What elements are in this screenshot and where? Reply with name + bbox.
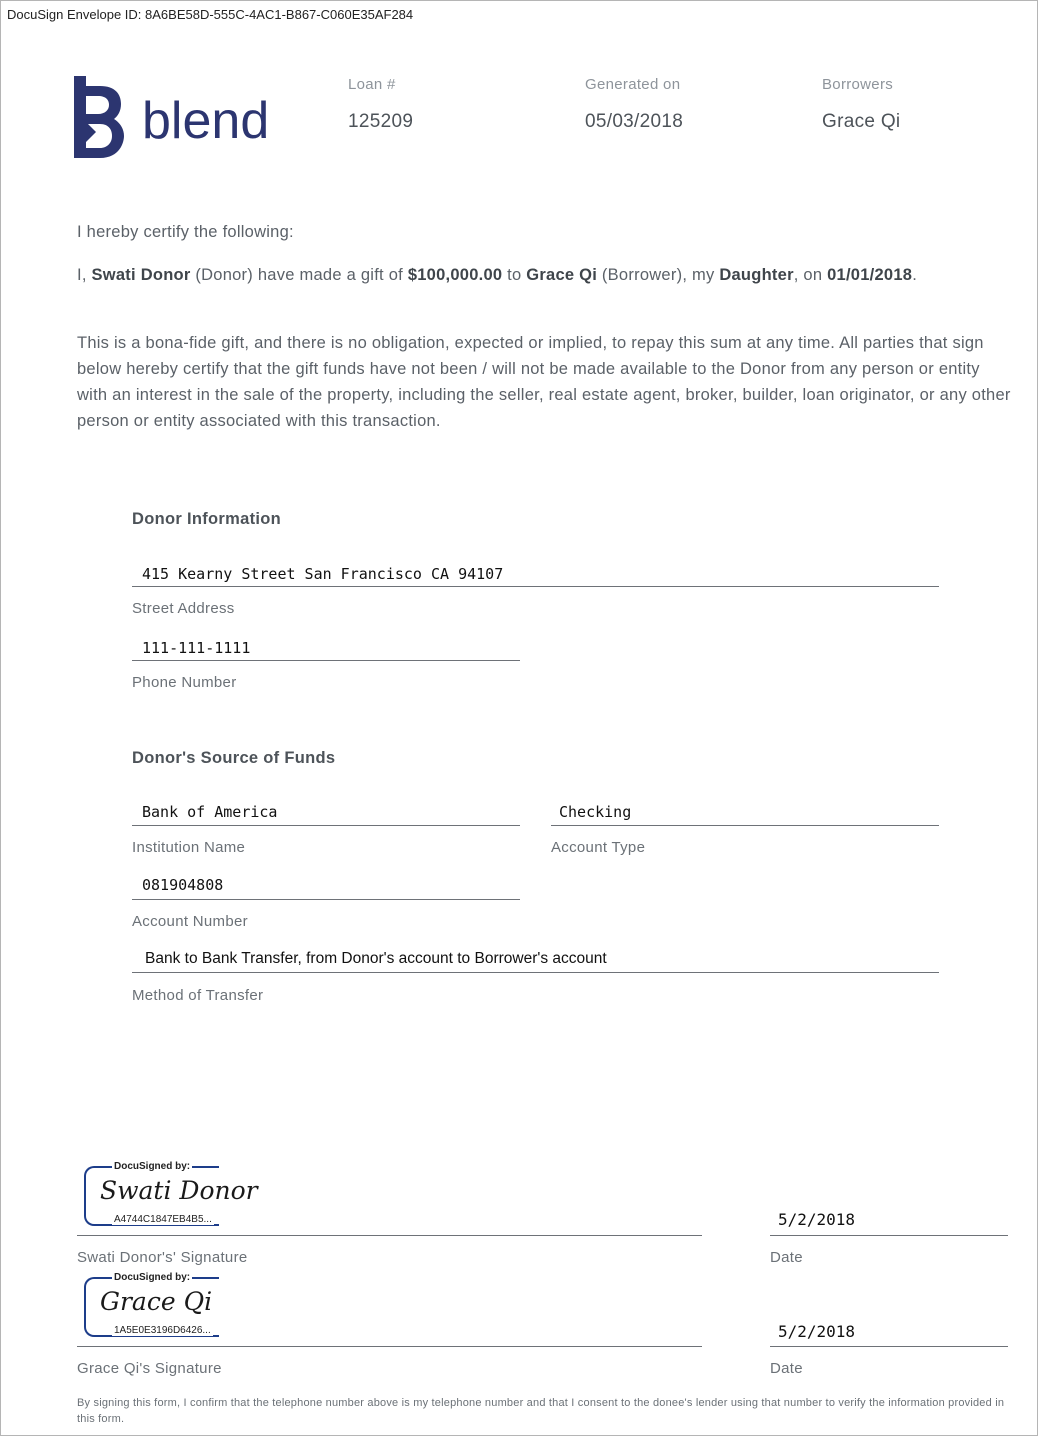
institution-name-label: Institution Name — [132, 839, 246, 856]
borrower-name: Grace Qi — [526, 266, 598, 284]
phone-number-line — [132, 660, 520, 661]
docusigned-by-label: DocuSigned by: — [114, 1272, 191, 1283]
donor-name: Swati Donor — [91, 266, 191, 284]
donor-signature-label: Swati Donor's' Signature — [77, 1249, 248, 1266]
account-number-label: Account Number — [132, 913, 248, 930]
borrower-signature-line — [77, 1346, 702, 1347]
account-number-value[interactable]: 081904808 — [142, 876, 224, 894]
blend-mark-icon — [74, 76, 124, 158]
method-of-transfer-line — [132, 972, 939, 973]
blend-logo — [72, 72, 282, 162]
borrower-signature-date[interactable]: 5/2/2018 — [778, 1322, 856, 1341]
borrower-date-label: Date — [770, 1360, 803, 1377]
source-of-funds-title: Donor's Source of Funds — [132, 749, 336, 767]
borrower-signature-label: Grace Qi's Signature — [77, 1360, 222, 1377]
bona-fide-statement: This is a bona-fide gift, and there is no obligation, expected or implied, to repay this sum at any time. All parties that sign below hereby certify that the gift funds have not been / will not be made available to the Donor from any person or entity with an interest in the sale of the property, including the seller, real estate agent, broker, builder, loan originator, or any other person or entity associated with this transaction. — [77, 334, 1011, 430]
donor-information-title: Donor Information — [132, 510, 281, 528]
phone-number-label: Phone Number — [132, 674, 237, 691]
blend-wordmark: blend — [142, 92, 270, 150]
method-of-transfer-value[interactable]: Bank to Bank Transfer, from Donor's account to Borrower's account — [145, 950, 607, 967]
method-of-transfer-label: Method of Transfer — [132, 987, 264, 1004]
loan-number-label: Loan # — [348, 76, 396, 93]
street-address-value[interactable]: 415 Kearny Street San Francisco CA 94107 — [142, 565, 504, 583]
consent-footer: By signing this form, I confirm that the telephone number above is my telephone number and that I consent to the donee's lender using that number to verify the information provided in this form. — [77, 1397, 1005, 1425]
donor-signature-line — [77, 1235, 702, 1236]
loan-number-value: 125209 — [348, 111, 414, 132]
gift-statement: I, Swati Donor (Donor) have made a gift of $100,000.00 to Grace Qi (Borrower), my Daughter, on 01/01/2018. — [77, 266, 918, 284]
certify-intro: I hereby certify the following: — [77, 223, 294, 241]
generated-on-label: Generated on — [585, 76, 681, 93]
donor-date-line — [770, 1235, 1008, 1236]
donor-signature-date[interactable]: 5/2/2018 — [778, 1210, 856, 1229]
institution-name-value[interactable]: Bank of America — [142, 803, 278, 821]
relationship: Daughter — [719, 266, 794, 284]
borrowers-value: Grace Qi — [822, 111, 901, 132]
street-address-label: Street Address — [132, 600, 235, 617]
account-type-label: Account Type — [551, 839, 646, 856]
institution-name-line — [132, 825, 520, 826]
borrower-signature[interactable]: Grace Qi — [100, 1287, 213, 1316]
account-number-line — [132, 899, 520, 900]
docusign-envelope-id: DocuSign Envelope ID: 8A6BE58D-555C-4AC1-B867-C060E35AF284 — [7, 7, 414, 22]
street-address-line — [132, 586, 939, 587]
account-type-line — [551, 825, 939, 826]
donor-signature[interactable]: Swati Donor — [100, 1176, 258, 1205]
account-type-value[interactable]: Checking — [559, 803, 632, 821]
gift-amount: $100,000.00 — [407, 266, 503, 284]
signature-id: 1A5E0E3196D6426... — [114, 1325, 211, 1336]
gift-date: 01/01/2018 — [827, 266, 913, 284]
phone-number-value[interactable]: 111-111-1111 — [142, 639, 251, 657]
signature-id: A4744C1847EB4B5... — [114, 1214, 212, 1225]
docusigned-by-label: DocuSigned by: — [114, 1161, 191, 1172]
borrowers-label: Borrowers — [822, 76, 894, 93]
donor-date-label: Date — [770, 1249, 803, 1266]
generated-on-value: 05/03/2018 — [585, 111, 684, 132]
borrower-date-line — [770, 1346, 1008, 1347]
